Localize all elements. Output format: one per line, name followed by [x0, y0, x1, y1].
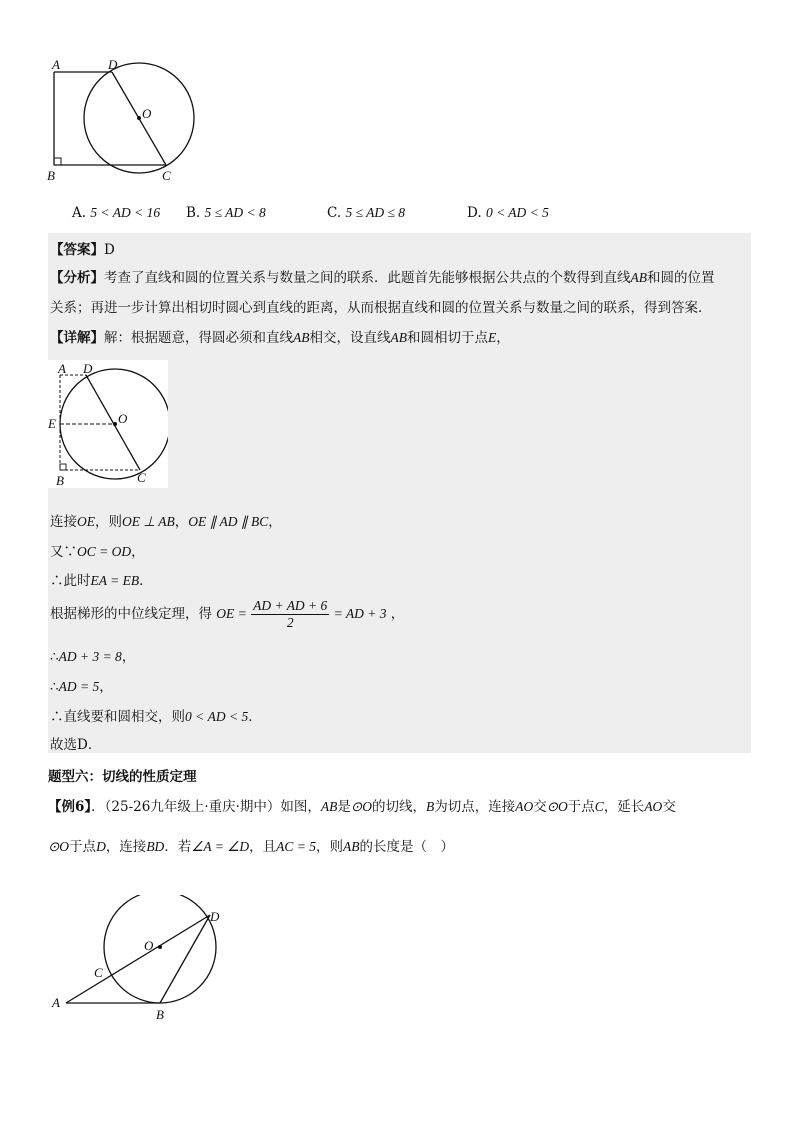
- analysis-line-2: 关系；再进一步计算出相切时圆心到直线的距离，从而根据直线和圆的位置关系与数量之间的联系，得到答案．: [50, 300, 712, 316]
- section-title: 题型六：切线的性质定理: [48, 769, 197, 785]
- example-6-line-2: ⊙O于点D，连接BD．若∠A = ∠D，且AC = 5，则AB的长度是（ ）: [48, 839, 455, 855]
- step-4: 根据梯形的中位线定理，得 OE = $\frac{AD + AD + 6}{2}$ = AD + 3 ，: [50, 598, 405, 630]
- answer-choices: [72, 205, 772, 227]
- choice-b[interactable]: B. 5 ≤ AD < 8: [186, 205, 266, 221]
- label-o: O: [142, 106, 152, 121]
- step-7: ∴直线要和圆相交，则0 < AD < 5．: [50, 709, 262, 725]
- step-3: ∴此时EA = EB．: [50, 573, 153, 589]
- choice-d[interactable]: D. 0 < AD < 5: [467, 205, 549, 221]
- label-a: A: [52, 995, 60, 1010]
- midline-fraction: $\frac{AD + AD + 6}{2}$: [253, 598, 328, 630]
- label-b: B: [47, 168, 55, 183]
- example-6-line-1: 【例6】．（25-26九年级上·重庆·期中）如图，AB是⊙O的切线，B为切点，连接AO交⊙O于点C，延长AO交: [48, 799, 676, 815]
- figure-1-square-circle: [40, 55, 200, 185]
- label-c: C: [162, 168, 171, 183]
- choice-c[interactable]: C. 5 ≤ AD ≤ 8: [327, 205, 406, 221]
- label-o: O: [118, 411, 128, 426]
- detail-line: 【详解】解：根据题意，得圆必须和直线AB相交，设直线AB和圆相切于点E，: [50, 330, 510, 346]
- label-c: C: [137, 470, 146, 485]
- label-d: D: [83, 361, 93, 376]
- label-o: O: [144, 938, 154, 953]
- step-5: ∴AD + 3 = 8，: [50, 649, 136, 665]
- label-b: B: [56, 473, 64, 488]
- step-6: ∴AD = 5，: [50, 679, 113, 695]
- label-a: A: [58, 361, 66, 376]
- step-8: 故选D．: [50, 737, 102, 753]
- label-d: D: [210, 909, 220, 924]
- label-b: B: [156, 1007, 164, 1022]
- step-2: 又∵OC = OD，: [50, 544, 145, 560]
- answer-line: 【答案】D: [50, 242, 115, 258]
- figure-3-tangent-problem: [48, 895, 248, 1025]
- figure-2-tangent-construction: [48, 360, 168, 488]
- choice-a[interactable]: A. 5 < AD < 16: [72, 205, 161, 221]
- label-e: E: [48, 416, 56, 431]
- label-c: C: [94, 965, 103, 980]
- label-d: D: [108, 57, 118, 72]
- step-1: 连接OE，则OE ⊥ AB，OE ∥ AD ∥ BC，: [50, 514, 282, 530]
- label-a: A: [52, 57, 60, 72]
- analysis-line-1: 【分析】考查了直线和圆的位置关系与数量之间的联系．此题首先能够根据公共点的个数得到直线AB和圆的位置: [50, 270, 715, 286]
